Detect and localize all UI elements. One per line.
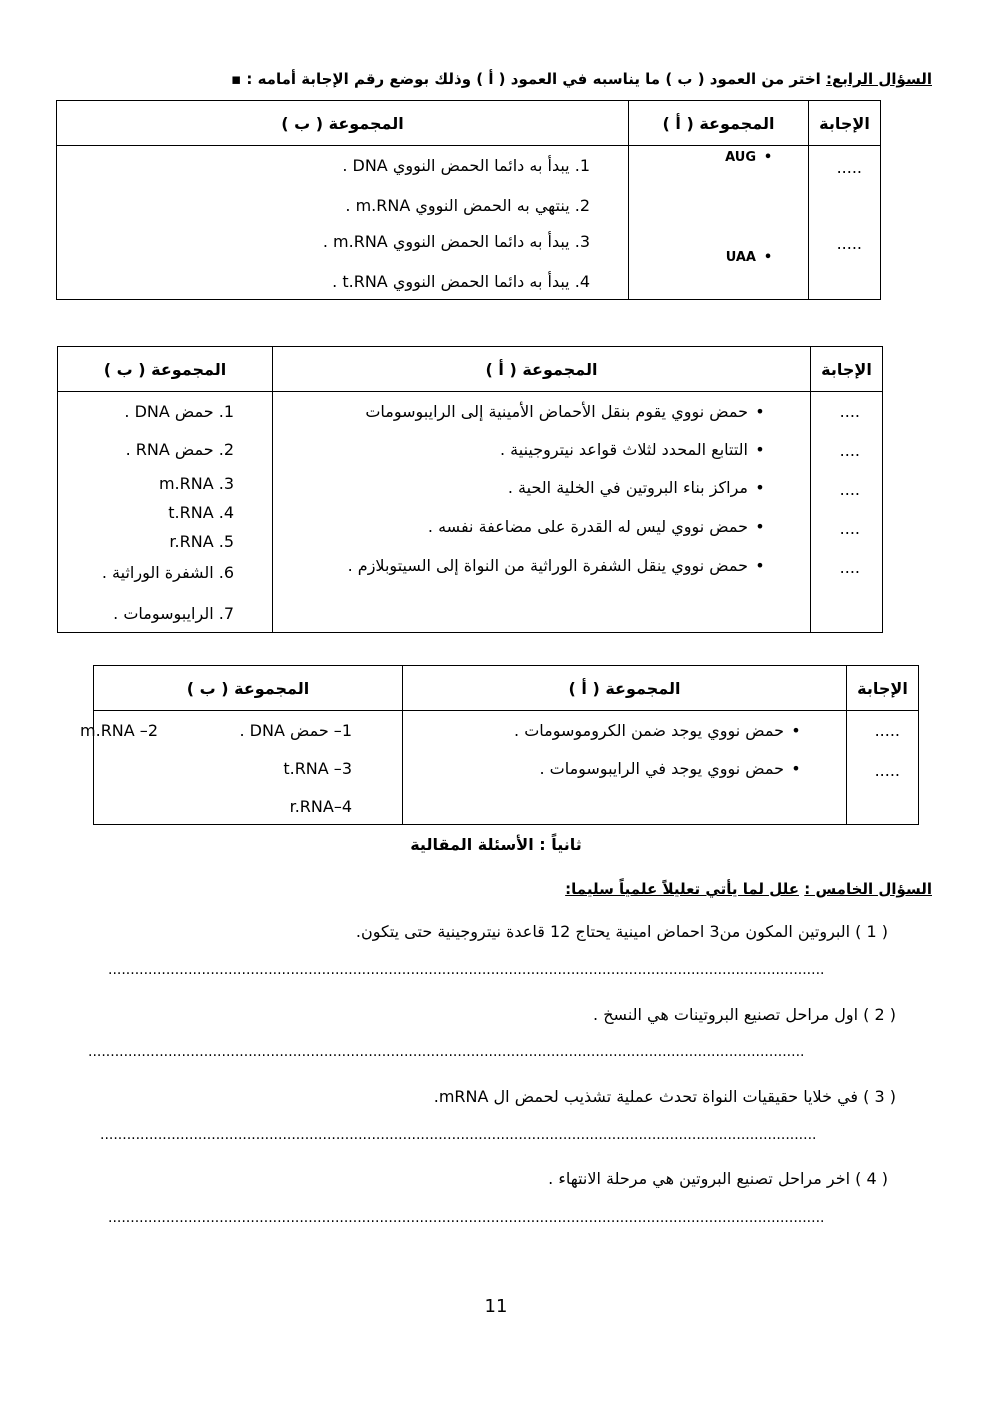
page-number: 11 xyxy=(484,1296,508,1317)
bullet-icon xyxy=(748,402,772,421)
list-item: 1– حمض DNA . xyxy=(239,721,352,740)
section-2-title: ثانياً : الأسئلة المقالية xyxy=(410,835,582,854)
question-5-title: السؤال الخامس : xyxy=(804,880,932,898)
answer-header: الإجابة xyxy=(809,101,881,146)
answer-header: الإجابة xyxy=(847,666,919,711)
bullet-icon xyxy=(748,517,772,536)
list-item: 7. الرايبوسومات . xyxy=(113,604,234,623)
group-a-column xyxy=(273,392,811,633)
group-a-header: المجموعة ( أ ) xyxy=(403,666,847,711)
list-item: • حمض نووي يوجد ضمن الكروموسومات . xyxy=(514,721,808,740)
group-b-header: المجموعة ( ب ) xyxy=(57,101,629,146)
codon-label: AUG xyxy=(725,150,756,165)
list-item: • حمض نووي يوجد في الرايبوسومات . xyxy=(539,759,808,778)
list-item: • حمض نووي يقوم بنقل الأحماض الأمينية إلى الرايبوسومات xyxy=(365,402,772,421)
answer-line-3[interactable]: ................................................................................................................................................................. xyxy=(100,1127,817,1143)
group-b-header: المجموعة ( ب ) xyxy=(58,347,273,392)
list-item: 2. ينتهي به الحمض النووي m.RNA . xyxy=(345,196,590,215)
matching-table-1 xyxy=(56,100,881,300)
answer-blank[interactable]: ..... xyxy=(874,721,900,740)
group-a-header: المجموعة ( أ ) xyxy=(273,347,811,392)
bullet-icon xyxy=(784,759,808,778)
group-b-column xyxy=(80,711,403,825)
answer-line-2[interactable]: ................................................................................................................................................................. xyxy=(88,1044,805,1060)
list-item: 2. حمض RNA . xyxy=(125,440,234,459)
matching-table-2 xyxy=(57,346,883,633)
codon-label: UAA xyxy=(725,250,756,265)
essay-question-4: ( 4 ) اخر مراحل تصنيع البروتين هي مرحلة الانتهاء . xyxy=(548,1169,888,1188)
list-item: 3. m.RNA xyxy=(158,474,234,493)
question-5-instruction: علل لما يأتي تعليلاً علمياً سليما: xyxy=(565,880,800,898)
question-4-heading xyxy=(231,70,932,88)
list-item: 4–r.RNA xyxy=(289,797,352,816)
answer-column xyxy=(811,392,883,633)
essay-question-2: ( 2 ) اول مراحل تصنيع البروتينات هي النسخ . xyxy=(593,1005,896,1024)
answer-blank[interactable]: .... xyxy=(839,441,860,460)
answer-blank[interactable]: .... xyxy=(839,519,860,538)
list-item: 4. t.RNA xyxy=(168,503,234,522)
question-4-instruction: اختر من العمود ( ب ) ما يناسبه في العمود ( أ ) وذلك بوضع رقم الإجابة أمامه : ▪ xyxy=(230,70,821,88)
list-item: 2– m.RNA xyxy=(80,721,158,740)
list-item: 6. الشفرة الوراثية . xyxy=(101,563,234,582)
list-item: 4. يبدأ به دائما الحمض النووي t.RNA . xyxy=(332,272,590,291)
question-4-title: السؤال الرابع: xyxy=(826,70,932,88)
group-a-column xyxy=(403,711,847,825)
group-a-column xyxy=(629,146,809,300)
bullet-icon xyxy=(748,440,772,459)
group-b-header: المجموعة ( ب ) xyxy=(94,666,403,711)
answer-header: الإجابة xyxy=(811,347,883,392)
answer-blank[interactable]: ..... xyxy=(836,234,862,253)
list-item: 5. r.RNA xyxy=(169,532,234,551)
answer-column xyxy=(809,146,881,300)
bullet-icon xyxy=(756,250,780,265)
list-item: 3. يبدأ به دائما الحمض النووي m.RNA . xyxy=(322,232,590,251)
list-item: • حمض نووي ينقل الشفرة الوراثية من النواة إلى السيتوبلازم . xyxy=(348,556,772,575)
bullet-icon xyxy=(756,150,780,165)
list-item xyxy=(726,250,780,265)
bullet-icon xyxy=(748,556,772,575)
group-b-column xyxy=(57,146,629,300)
group-a-header: المجموعة ( أ ) xyxy=(629,101,809,146)
answer-blank[interactable]: .... xyxy=(839,558,860,577)
answer-blank[interactable]: .... xyxy=(839,480,860,499)
list-item: 1. يبدأ به دائما الحمض النووي DNA . xyxy=(342,156,590,175)
group-b-column xyxy=(58,392,273,633)
essay-question-1: ( 1 ) البروتين المكون من3 احماض امينية يحتاج 12 قاعدة نيتروجينية حتى يتكون. xyxy=(355,922,888,941)
answer-line-4[interactable]: ................................................................................................................................................................. xyxy=(108,1210,825,1226)
list-item: • مراكز بناء البروتين في الخلية الحية . xyxy=(508,478,772,497)
matching-table-3 xyxy=(80,665,919,825)
question-5-heading xyxy=(565,880,932,898)
answer-column xyxy=(847,711,919,825)
answer-line-1[interactable]: ................................................................................................................................................................. xyxy=(108,962,825,978)
answer-blank[interactable]: .... xyxy=(839,402,860,421)
list-item xyxy=(725,150,780,165)
list-item: 3– t.RNA xyxy=(283,759,352,778)
essay-question-3: ( 3 ) في خلايا حقيقيات النواة تحدث عملية تشذيب لحمض ال mRNA. xyxy=(433,1087,896,1106)
bullet-icon xyxy=(784,721,808,740)
list-item: 1. حمض DNA . xyxy=(124,402,234,421)
answer-blank[interactable]: ..... xyxy=(874,761,900,780)
answer-blank[interactable]: ..... xyxy=(836,158,862,177)
bullet-icon xyxy=(748,478,772,497)
list-item: • التتابع المحدد لثلاث قواعد نيتروجينية . xyxy=(500,440,772,459)
list-item: • حمض نووي ليس له القدرة على مضاعفة نفسه . xyxy=(428,517,772,536)
